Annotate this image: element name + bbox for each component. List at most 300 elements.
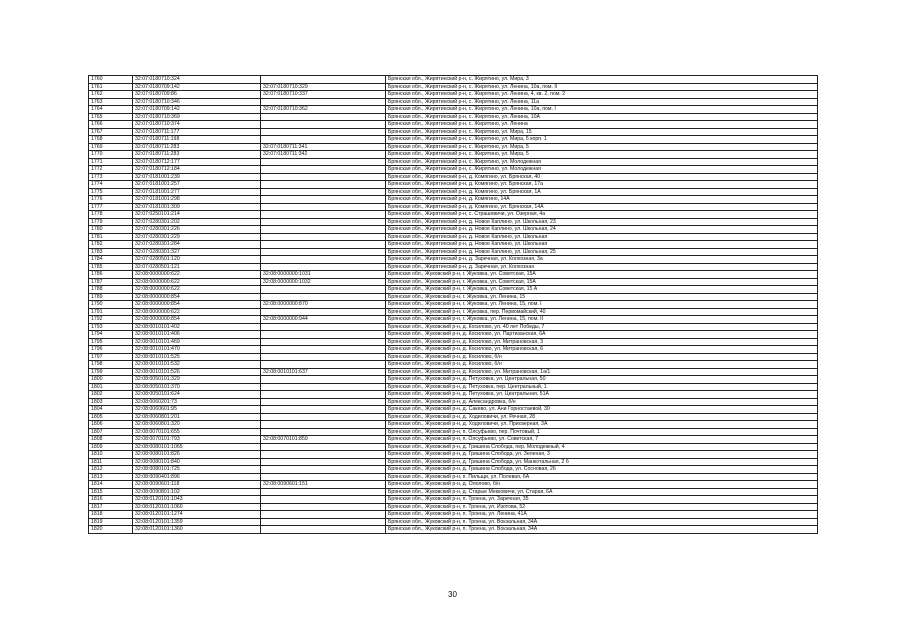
cadastral-number-cell: 32:07:0280301:327 [133, 248, 261, 256]
linked-cadastral-number-cell [261, 181, 386, 189]
row-number-cell: 1785 [89, 263, 133, 271]
cadastral-number-cell: 32:08:0120101:1360 [133, 526, 261, 534]
row-number-cell: 1813 [89, 473, 133, 481]
row-number-cell: 1784 [89, 256, 133, 264]
row-number-cell: 1819 [89, 518, 133, 526]
linked-cadastral-number-cell [261, 136, 386, 144]
table-row [89, 203, 818, 211]
cadastral-number-cell: 32:07:0180712:184 [133, 166, 261, 174]
cadastral-number-cell: 32:08:0120101:1359 [133, 518, 261, 526]
row-number-cell: 1766 [89, 121, 133, 129]
cadastral-number-cell: 32:08:0000000:622 [133, 271, 261, 279]
address-cell: Брянская обл., Жуковский р-н, п. Троена, ул. Ленина, 41А [386, 511, 818, 519]
address-cell: Брянская обл., Жуковский р-н, д. Гришина Слобода, ул. Манкотальная, 2 б [386, 458, 818, 466]
cadastral-number-cell: 32:08:0010101:525 [133, 353, 261, 361]
cadastral-number-cell: 32:08:0120101:1043 [133, 496, 261, 504]
table-row [89, 361, 818, 369]
address-cell: Брянская обл., Жирятинский р-н, д. Новое Каплино, ул. Школьная, 25 [386, 248, 818, 256]
table-row [89, 196, 818, 204]
address-cell: Брянская обл., Жирятинский р-н, д. Комягино, ул. Брянская, 17а [386, 181, 818, 189]
table-row [89, 188, 818, 196]
row-number-cell: 1799 [89, 368, 133, 376]
linked-cadastral-number-cell [261, 511, 386, 519]
cadastral-number-cell: 32:07:0180712:177 [133, 158, 261, 166]
row-number-cell: 1786 [89, 271, 133, 279]
row-number-cell: 1802 [89, 391, 133, 399]
row-number-cell: 1801 [89, 383, 133, 391]
property-register-table [88, 75, 818, 534]
linked-cadastral-number-cell [261, 458, 386, 466]
table-row [89, 503, 818, 511]
linked-cadastral-number-cell [261, 121, 386, 129]
row-number-cell: 1778 [89, 211, 133, 219]
table-row [89, 143, 818, 151]
page-number: 30 [448, 590, 457, 599]
table-row [89, 316, 818, 324]
table-row [89, 458, 818, 466]
row-number-cell: 1808 [89, 436, 133, 444]
linked-cadastral-number-cell [261, 488, 386, 496]
cadastral-number-cell: 32:07:0180711:283 [133, 143, 261, 151]
table-row [89, 211, 818, 219]
cadastral-number-cell: 32:07:0280301:226 [133, 226, 261, 234]
cadastral-number-cell: 32:07:0280301:229 [133, 233, 261, 241]
table-row [89, 263, 818, 271]
address-cell: Брянская обл., Жуковский р-н, д. Косилово, ул. Митрановская, 6 [386, 346, 818, 354]
row-number-cell: 1815 [89, 488, 133, 496]
address-cell: Брянская обл., Жуковский р-н, д. Косилово, б/н [386, 353, 818, 361]
table-row [89, 286, 818, 294]
linked-cadastral-number-cell [261, 406, 386, 414]
table-row [89, 136, 818, 144]
table-row [89, 106, 818, 114]
address-cell: Брянская обл., Жуковский р-н, п. Троена, ул. Изотова, 52 [386, 503, 818, 511]
row-number-cell: 1805 [89, 413, 133, 421]
address-cell: Брянская обл., Жирятинский р-н, д. Новое Каплино, ул. Школьная [386, 233, 818, 241]
address-cell: Брянская обл., Жуковский р-н, п. Олсуфьево, ул. Советская, 7 [386, 436, 818, 444]
address-cell: Брянская обл., Жирятинский р-н, с. Жирятино, ул. Мира, 3 [386, 76, 818, 84]
row-number-cell: 1781 [89, 233, 133, 241]
cadastral-number-cell: 32:08:0000000:854 [133, 293, 261, 301]
address-cell: Брянская обл., Жуковский р-н, г. Жуковка, ул. Ленина, 15, пом. I [386, 301, 818, 309]
address-cell: Брянская обл., Жирятинский р-н, с. Жирятино, ул. Мира, 5 [386, 151, 818, 159]
cadastral-number-cell: 32:08:0080101:826 [133, 451, 261, 459]
table-row [89, 413, 818, 421]
linked-cadastral-number-cell [261, 451, 386, 459]
linked-cadastral-number-cell [261, 241, 386, 249]
row-number-cell: 1779 [89, 218, 133, 226]
linked-cadastral-number-cell: 32:08:0010101:637 [261, 368, 386, 376]
address-cell: Брянская обл., Жуковский р-н, г. Жуковка, ул. Ленина, 15 [386, 293, 818, 301]
address-cell: Брянская обл., Жирятинский р-н, д. Новое Каплино, ул. Школьная, 23 [386, 218, 818, 226]
address-cell: Брянская обл., Жуковский р-н, д. Ходиловичи, ул. Речная, 28 [386, 413, 818, 421]
linked-cadastral-number-cell [261, 443, 386, 451]
address-cell: Брянская обл., Жирятинский р-н, с. Жирятино, ул. Ленина, 10а, пом. I [386, 106, 818, 114]
row-number-cell: 1817 [89, 503, 133, 511]
linked-cadastral-number-cell: 32:07:0180710:337 [261, 91, 386, 99]
address-cell: Брянская обл., Жирятинский р-н, д. Комягино, ул. Брянская, 14А [386, 203, 818, 211]
table-row [89, 91, 818, 99]
cadastral-number-cell: 32:08:0060201:73 [133, 398, 261, 406]
row-number-cell: 1816 [89, 496, 133, 504]
address-cell: Брянская обл., Жуковский р-н, д. Гришина Слобода, ул. Сосновая, 26 [386, 466, 818, 474]
address-cell: Брянская обл., Жуковский р-н, д. Александровка, б/н [386, 398, 818, 406]
row-number-cell: 1772 [89, 166, 133, 174]
cadastral-number-cell: 32:07:0180710:369 [133, 113, 261, 121]
row-number-cell: 1760 [89, 76, 133, 84]
table-row [89, 496, 818, 504]
linked-cadastral-number-cell [261, 331, 386, 339]
cadastral-number-cell: 32:08:0120101:1274 [133, 511, 261, 519]
row-number-cell: 1764 [89, 106, 133, 114]
cadastral-number-cell: 32:08:0090401:896 [133, 473, 261, 481]
cadastral-number-cell: 32:07:0181001:239 [133, 173, 261, 181]
row-number-cell: 1773 [89, 173, 133, 181]
cadastral-number-cell: 32:08:0080101:725 [133, 466, 261, 474]
table-row [89, 226, 818, 234]
row-number-cell: 1804 [89, 406, 133, 414]
table-row [89, 526, 818, 534]
cadastral-number-cell: 32:08:0060801:201 [133, 413, 261, 421]
address-cell: Брянская обл., Жуковский р-н, п. Троена, ул. Вокзальная, 34А [386, 518, 818, 526]
address-cell: Брянская обл., Жуковский р-н, г. Жуковка, ул. Советская, 15А [386, 271, 818, 279]
row-number-cell: 1769 [89, 143, 133, 151]
linked-cadastral-number-cell [261, 346, 386, 354]
table-row [89, 518, 818, 526]
row-number-cell: 1792 [89, 316, 133, 324]
linked-cadastral-number-cell [261, 421, 386, 429]
linked-cadastral-number-cell [261, 113, 386, 121]
address-cell: Брянская обл., Жуковский р-н, г. Жуковка, ул. Советская, 15А [386, 278, 818, 286]
table-row [89, 331, 818, 339]
table-row [89, 98, 818, 106]
cadastral-number-cell: 32:08:0010101:532 [133, 361, 261, 369]
address-cell: Брянская обл., Жуковский р-н, г. Жуковка, ул. Ленина, 15, пом. II [386, 316, 818, 324]
table-row [89, 368, 818, 376]
register-table-body [89, 76, 818, 534]
linked-cadastral-number-cell [261, 353, 386, 361]
cadastral-number-cell: 32:07:0280501:120 [133, 256, 261, 264]
address-cell: Брянская обл., Жирятинский р-н, с. Страшевичи, ул. Озерная, 4а [386, 211, 818, 219]
linked-cadastral-number-cell [261, 338, 386, 346]
row-number-cell: 1789 [89, 293, 133, 301]
row-number-cell: 1797 [89, 353, 133, 361]
address-cell: Брянская обл., Жирятинский р-н, с. Жирятино, ул. Молодежная [386, 158, 818, 166]
linked-cadastral-number-cell [261, 361, 386, 369]
address-cell: Брянская обл., Жуковский р-н, д. Косилово, ул. Митрановская, 3 [386, 338, 818, 346]
table-row [89, 173, 818, 181]
table-row [89, 218, 818, 226]
table-row [89, 271, 818, 279]
linked-cadastral-number-cell [261, 248, 386, 256]
table-row [89, 338, 818, 346]
linked-cadastral-number-cell: 32:08:0000000:1031 [261, 271, 386, 279]
linked-cadastral-number-cell [261, 203, 386, 211]
cadastral-number-cell: 32:08:0080101:840 [133, 458, 261, 466]
row-number-cell: 1814 [89, 481, 133, 489]
cadastral-number-cell: 32:08:0120101:1060 [133, 503, 261, 511]
linked-cadastral-number-cell: 32:08:0000000:870 [261, 301, 386, 309]
row-number-cell: 1774 [89, 181, 133, 189]
cadastral-number-cell: 32:07:0181001:257 [133, 181, 261, 189]
linked-cadastral-number-cell [261, 98, 386, 106]
table-row [89, 428, 818, 436]
cadastral-number-cell: 32:08:0010101:470 [133, 346, 261, 354]
row-number-cell: 1820 [89, 526, 133, 534]
row-number-cell: 1762 [89, 91, 133, 99]
linked-cadastral-number-cell [261, 413, 386, 421]
linked-cadastral-number-cell [261, 158, 386, 166]
table-row [89, 158, 818, 166]
linked-cadastral-number-cell [261, 128, 386, 136]
cadastral-number-cell: 32:07:0280501:121 [133, 263, 261, 271]
cadastral-number-cell: 32:08:0050101:329 [133, 376, 261, 384]
row-number-cell: 1800 [89, 376, 133, 384]
table-row [89, 256, 818, 264]
address-cell: Брянская обл., Жирятинский р-н, с. Жирятино, ул. Молодежная [386, 166, 818, 174]
address-cell: Брянская обл., Жуковский р-н, д. Косилово, б/н [386, 361, 818, 369]
cadastral-number-cell: 32:07:0250101:214 [133, 211, 261, 219]
table-row [89, 181, 818, 189]
table-row [89, 308, 818, 316]
linked-cadastral-number-cell [261, 263, 386, 271]
row-number-cell: 1763 [89, 98, 133, 106]
linked-cadastral-number-cell: 32:08:0090601:151 [261, 481, 386, 489]
address-cell: Брянская обл., Жирятинский р-н, с. Жирятино, ул. Мира, 5 [386, 143, 818, 151]
row-number-cell: 1761 [89, 83, 133, 91]
linked-cadastral-number-cell: 32:08:0000000:1032 [261, 278, 386, 286]
linked-cadastral-number-cell [261, 233, 386, 241]
row-number-cell: 1780 [89, 226, 133, 234]
address-cell: Брянская обл., Жирятинский р-н, д. Заречная, ул. Колхозная, 3а [386, 256, 818, 264]
table-row [89, 83, 818, 91]
cadastral-number-cell: 32:08:0070101:793 [133, 436, 261, 444]
table-row [89, 421, 818, 429]
address-cell: Брянская обл., Жирятинский р-н, д. Комягино, 14А [386, 196, 818, 204]
address-cell: Брянская обл., Жуковский р-н, д. Ходиловичи, ул. Приозерная, 3А [386, 421, 818, 429]
address-cell: Брянская обл., Жуковский р-н, д. Косилово, ул. 40 лет Победы, 7 [386, 323, 818, 331]
address-cell: Брянская обл., Жуковский р-н, д. Косилово, ул. Митрановская, 1а/1 [386, 368, 818, 376]
cadastral-number-cell: 32:07:0180710:374 [133, 121, 261, 129]
row-number-cell: 1765 [89, 113, 133, 121]
cadastral-number-cell: 32:08:0010101:402 [133, 323, 261, 331]
address-cell: Брянская обл., Жирятинский р-н, д. Заречная, ул. Колхозная [386, 263, 818, 271]
row-number-cell: 1806 [89, 421, 133, 429]
address-cell: Брянская обл., Жуковский р-н, п. Олсуфьево, пер. Почтовый, 1 [386, 428, 818, 436]
linked-cadastral-number-cell [261, 218, 386, 226]
row-number-cell: 1812 [89, 466, 133, 474]
cadastral-number-cell: 32:07:0181001:277 [133, 188, 261, 196]
cadastral-number-cell: 32:07:0181001:309 [133, 203, 261, 211]
address-cell: Брянская обл., Жуковский р-н, д. Ололово, б/н [386, 481, 818, 489]
table-row [89, 166, 818, 174]
cadastral-number-cell: 32:07:0180709:142 [133, 83, 261, 91]
cadastral-number-cell: 32:08:0000000:622 [133, 278, 261, 286]
linked-cadastral-number-cell [261, 496, 386, 504]
address-cell: Брянская обл., Жирятинский р-н, с. Жирятино, ул. Ленина, 10А [386, 113, 818, 121]
linked-cadastral-number-cell [261, 211, 386, 219]
linked-cadastral-number-cell: 32:08:0000000:944 [261, 316, 386, 324]
address-cell: Брянская обл., Жуковский р-н, д. Гришина Слобода, пер. Молодежный, 4 [386, 443, 818, 451]
row-number-cell: 1783 [89, 248, 133, 256]
row-number-cell: 1811 [89, 458, 133, 466]
cadastral-number-cell: 32:08:0010101:406 [133, 331, 261, 339]
linked-cadastral-number-cell [261, 188, 386, 196]
table-row [89, 248, 818, 256]
linked-cadastral-number-cell [261, 473, 386, 481]
address-cell: Брянская обл., Жуковский р-н, п. Троена, ул. Заречная, 35 [386, 496, 818, 504]
linked-cadastral-number-cell [261, 173, 386, 181]
linked-cadastral-number-cell [261, 256, 386, 264]
table-row [89, 398, 818, 406]
linked-cadastral-number-cell: 32:07:0180711:342 [261, 151, 386, 159]
cadastral-number-cell: 32:08:0050101:624 [133, 391, 261, 399]
row-number-cell: 1787 [89, 278, 133, 286]
linked-cadastral-number-cell [261, 398, 386, 406]
row-number-cell: 1798 [89, 361, 133, 369]
row-number-cell: 1767 [89, 128, 133, 136]
table-row [89, 466, 818, 474]
address-cell: Брянская обл., Жуковский р-н, п. Пильщи, ул. Полевая, 6А [386, 473, 818, 481]
table-row [89, 323, 818, 331]
address-cell: Брянская обл., Жуковский р-н, п. Троена, ул. Вокзальная, 34А [386, 526, 818, 534]
address-cell: Брянская обл., Жирятинский р-н, с. Жирятино, ул. Ленина, 10а, пом. II [386, 83, 818, 91]
cadastral-number-cell: 32:08:0000000:622 [133, 308, 261, 316]
cadastral-number-cell: 32:07:0180710:346 [133, 98, 261, 106]
table-row [89, 443, 818, 451]
address-cell: Брянская обл., Жирятинский р-н, с. Жирятино, ул. Ленина, 11а [386, 98, 818, 106]
address-cell: Брянская обл., Жуковский р-н, д. Старые Мекковичи, ул. Старая, 6А [386, 488, 818, 496]
linked-cadastral-number-cell [261, 286, 386, 294]
table-row [89, 278, 818, 286]
address-cell: Брянская обл., Жирятинский р-н, д. Комягино, ул. Брянская, 40 [386, 173, 818, 181]
address-cell: Брянская обл., Жуковский р-н, д. Гришина Слобода, ул. Зеленая, 3 [386, 451, 818, 459]
row-number-cell: 1776 [89, 196, 133, 204]
address-cell: Брянская обл., Жирятинский р-н, с. Жирятино, ул. Мира, 5 корп. 1 [386, 136, 818, 144]
table-row [89, 473, 818, 481]
table-row [89, 128, 818, 136]
cadastral-number-cell: 32:07:0181001:298 [133, 196, 261, 204]
cadastral-number-cell: 32:08:0000000:854 [133, 301, 261, 309]
row-number-cell: 1782 [89, 241, 133, 249]
row-number-cell: 1775 [89, 188, 133, 196]
table-row [89, 76, 818, 84]
table-row [89, 451, 818, 459]
row-number-cell: 1809 [89, 443, 133, 451]
cadastral-number-cell: 32:07:0280301:202 [133, 218, 261, 226]
cadastral-number-cell: 32:08:0090601:118 [133, 481, 261, 489]
table-row [89, 391, 818, 399]
cadastral-number-cell: 32:08:0090801:102 [133, 488, 261, 496]
row-number-cell: 1818 [89, 511, 133, 519]
row-number-cell: 1796 [89, 346, 133, 354]
address-cell: Брянская обл., Жуковский р-н, д. Петуховка, ул. Центральная, 51А [386, 391, 818, 399]
row-number-cell: 1795 [89, 338, 133, 346]
address-cell: Брянская обл., Жуковский р-н, г. Жуковка, ул. Советская, 15 А [386, 286, 818, 294]
address-cell: Брянская обл., Жуковский р-н, д. Петуховка, ул. Центральная, 50 [386, 376, 818, 384]
row-number-cell: 1810 [89, 451, 133, 459]
address-cell: Брянская обл., Жирятинский р-н, д. Новое Каплино, ул. Школьная [386, 241, 818, 249]
cadastral-number-cell: 32:08:0060601:95 [133, 406, 261, 414]
linked-cadastral-number-cell [261, 383, 386, 391]
row-number-cell: 1807 [89, 428, 133, 436]
linked-cadastral-number-cell [261, 323, 386, 331]
linked-cadastral-number-cell [261, 293, 386, 301]
cadastral-number-cell: 32:08:0060801:320 [133, 421, 261, 429]
linked-cadastral-number-cell [261, 76, 386, 84]
cadastral-number-cell: 32:07:0180709:142 [133, 106, 261, 114]
cadastral-number-cell: 32:07:0180711:177 [133, 128, 261, 136]
address-cell: Брянская обл., Жирятинский р-н, д. Новое Каплино, ул. Школьная, 24 [386, 226, 818, 234]
cadastral-number-cell: 32:08:0050101:370 [133, 383, 261, 391]
cadastral-number-cell: 32:07:0180711:283 [133, 151, 261, 159]
register-sheet [88, 75, 817, 534]
cadastral-number-cell: 32:08:0080101:1065 [133, 443, 261, 451]
address-cell: Брянская обл., Жуковский р-н, д. Петуховка, пер. Центральный, 1 [386, 383, 818, 391]
table-row [89, 511, 818, 519]
table-row [89, 151, 818, 159]
address-cell: Брянская обл., Жуковский р-н, д. Сакево, ул. Ани Горностаевой, 30 [386, 406, 818, 414]
cadastral-number-cell: 32:07:0180710:324 [133, 76, 261, 84]
address-cell: Брянская обл., Жуковский р-н, д. Косилово, ул. Партизанская, 6А [386, 331, 818, 339]
table-row [89, 293, 818, 301]
table-row [89, 241, 818, 249]
cadastral-number-cell: 32:07:0280301:284 [133, 241, 261, 249]
table-row [89, 113, 818, 121]
linked-cadastral-number-cell [261, 226, 386, 234]
cadastral-number-cell: 32:07:0180709:86 [133, 91, 261, 99]
linked-cadastral-number-cell: 32:08:0070101:859 [261, 436, 386, 444]
row-number-cell: 1777 [89, 203, 133, 211]
address-cell: Брянская обл., Жуковский р-н, г. Жуковка, пер. Первомайский, 40 [386, 308, 818, 316]
row-number-cell: 1790 [89, 301, 133, 309]
linked-cadastral-number-cell: 32:07:0180710:329 [261, 83, 386, 91]
row-number-cell: 1793 [89, 323, 133, 331]
row-number-cell: 1768 [89, 136, 133, 144]
cadastral-number-cell: 32:08:0010101:469 [133, 338, 261, 346]
row-number-cell: 1791 [89, 308, 133, 316]
table-row [89, 233, 818, 241]
linked-cadastral-number-cell [261, 308, 386, 316]
table-row [89, 436, 818, 444]
linked-cadastral-number-cell [261, 518, 386, 526]
linked-cadastral-number-cell [261, 391, 386, 399]
linked-cadastral-number-cell [261, 376, 386, 384]
table-row [89, 346, 818, 354]
cadastral-number-cell: 32:08:0010101:526 [133, 368, 261, 376]
row-number-cell: 1788 [89, 286, 133, 294]
table-row [89, 376, 818, 384]
table-row [89, 353, 818, 361]
address-cell: Брянская обл., Жирятинский р-н, с. Жирятино, ул. Мира, 15 [386, 128, 818, 136]
table-row [89, 488, 818, 496]
row-number-cell: 1771 [89, 158, 133, 166]
linked-cadastral-number-cell [261, 428, 386, 436]
cadastral-number-cell: 32:08:0070101:655 [133, 428, 261, 436]
linked-cadastral-number-cell [261, 196, 386, 204]
row-number-cell: 1803 [89, 398, 133, 406]
address-cell: Брянская обл., Жирятинский р-н, д. Комягино, ул. Брянская, 1А [386, 188, 818, 196]
cadastral-number-cell: 32:07:0180711:198 [133, 136, 261, 144]
cadastral-number-cell: 32:08:0000000:622 [133, 286, 261, 294]
table-row [89, 481, 818, 489]
table-row [89, 121, 818, 129]
table-row [89, 406, 818, 414]
linked-cadastral-number-cell: 32:07:0180711:341 [261, 143, 386, 151]
linked-cadastral-number-cell [261, 466, 386, 474]
linked-cadastral-number-cell [261, 166, 386, 174]
address-cell: Брянская обл., Жирятинский р-н, с. Жирятино, ул. Ленина, 4, кв. 2, пом. 2 [386, 91, 818, 99]
